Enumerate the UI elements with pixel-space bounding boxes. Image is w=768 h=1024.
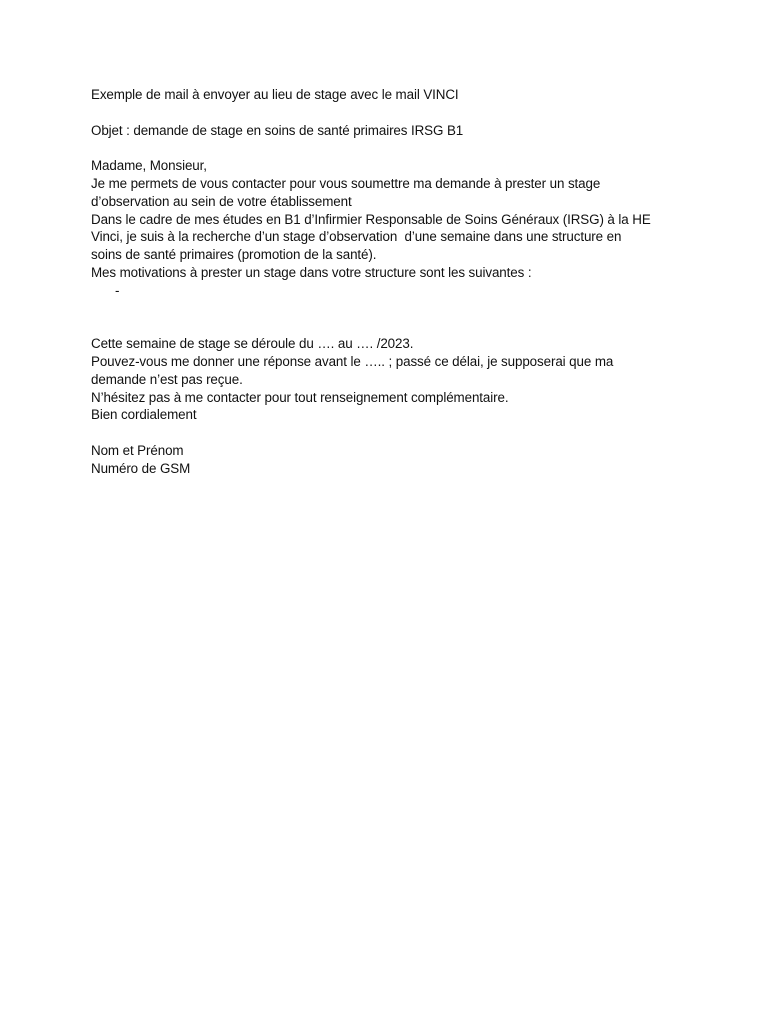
reply-request-line-1: Pouvez-vous me donner une réponse avant le ….. ; passé ce délai, je supposerai que ma — [91, 353, 614, 369]
spacer — [91, 300, 691, 336]
document-header: Exemple de mail à envoyer au lieu de stage avec le mail VINCI — [91, 87, 459, 102]
reply-request-line-2: demande n’est pas reçue. — [91, 371, 243, 387]
stage-dates: Cette semaine de stage se déroule du …. au …. /2023. — [91, 336, 414, 352]
motivations-bullet: - — [115, 282, 120, 298]
email-subject: Objet : demande de stage en soins de santé primaires IRSG B1 — [91, 122, 464, 138]
motivations-intro: Mes motivations à prester un stage dans votre structure sont les suivantes : — [91, 264, 532, 280]
paragraph-2-line-2: Vinci, je suis à la recherche d’un stage d’observation d’une semaine dans une structure en — [91, 229, 622, 245]
spacer — [91, 139, 691, 157]
paragraph-1-line-1: Je me permets de vous contacter pour vous soumettre ma demande à prester un stage — [91, 175, 601, 191]
email-greeting: Madame, Monsieur, — [91, 158, 207, 174]
spacer — [91, 104, 691, 122]
signature-name: Nom et Prénom — [91, 442, 184, 458]
spacer — [91, 424, 691, 442]
paragraph-2-line-3: soins de santé primaires (promotion de la santé). — [91, 247, 377, 263]
paragraph-1-line-2: d’observation au sein de votre établissement — [91, 193, 352, 209]
contact-offer: N’hésitez pas à me contacter pour tout renseignement complémentaire. — [91, 389, 509, 405]
email-template-body — [91, 86, 691, 478]
signature-phone: Numéro de GSM — [91, 460, 191, 476]
paragraph-2-line-1: Dans le cadre de mes études en B1 d’Infirmier Responsable de Soins Généraux (IRSG) à la HE — [91, 211, 651, 227]
closing: Bien cordialement — [91, 407, 197, 423]
